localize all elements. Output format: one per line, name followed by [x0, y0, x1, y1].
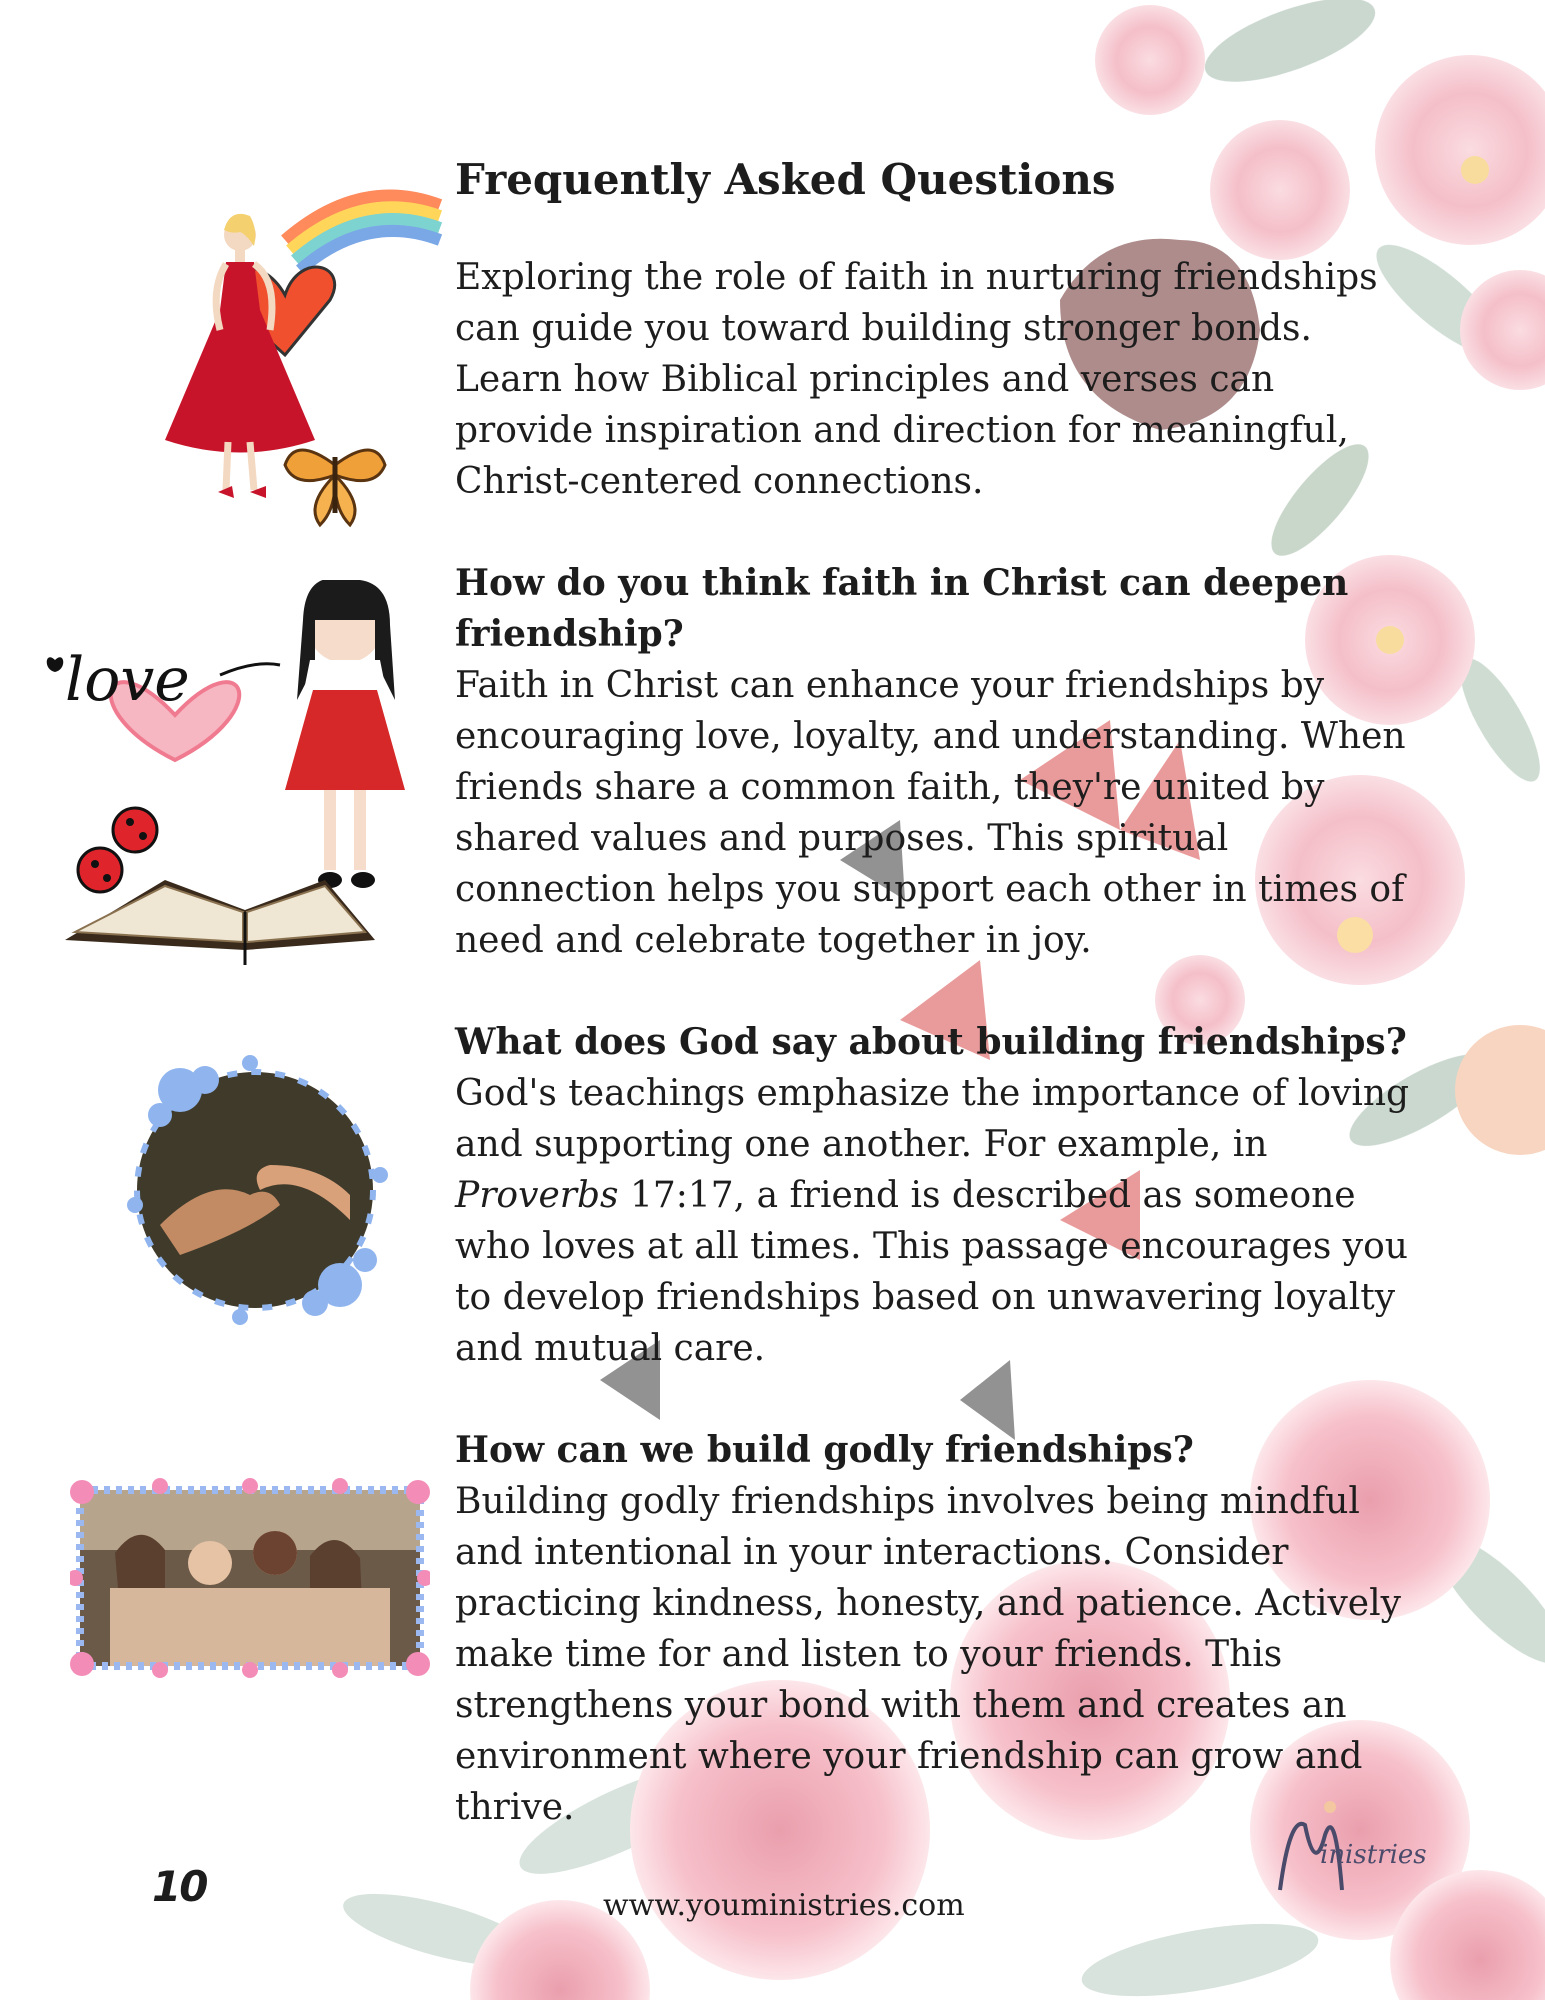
faq-question: What does God say about building friendships?	[455, 1021, 1407, 1063]
intro-paragraph: Exploring the role of faith in nurturing friendships can guide you toward building stronger bonds. Learn how Biblical principles and verses can provide inspiration and direction for meaningful, Christ-centered connections.	[455, 257, 1378, 502]
friends-photo-frame	[70, 1478, 430, 1678]
faq-item	[455, 1017, 1415, 1374]
love-girl-bible-illustration	[45, 580, 445, 980]
faq-answer: Building godly friendships involves being mindful and intentional in your interactions. Consider practicing kindness, honesty, and patience. Actively make time for and listen to your friends. This strengthens your bond with them and creates an environment where your friendship can grow and thrive.	[455, 1481, 1401, 1828]
ladybug-icon	[113, 808, 157, 852]
faq-answer-part: 17:17, a friend is described as someone who loves at all times. This passage encourages you to develop friendships based on unwavering loyalty and mutual care.	[455, 1175, 1408, 1369]
faq-item	[455, 558, 1415, 966]
faq-answer-part: God's teachings emphasize the importance of loving and supporting one another. For example, in	[455, 1073, 1410, 1165]
faq-answer: Faith in Christ can enhance your friendships by encouraging love, loyalty, and understanding. When friends share a common faith, they're united by shared values and purposes. This spiritual connection helps you support each other in times of need and celebrate together in joy.	[455, 665, 1406, 961]
open-bible-icon	[65, 880, 375, 965]
love-script-text: love	[65, 645, 190, 715]
faq-question: How can we build godly friendships?	[455, 1429, 1194, 1471]
scripture-reference: Proverbs	[455, 1175, 619, 1216]
butterfly-icon	[285, 450, 385, 525]
faq-answer	[455, 1068, 1415, 1374]
ladybug-icon	[78, 848, 122, 892]
page-number: 10	[152, 1862, 207, 1911]
woman-red-dress-illustration	[150, 180, 450, 530]
footer-url-link[interactable]: www.youministries.com	[603, 1888, 965, 1923]
faq-content	[455, 150, 1415, 1884]
page-title: Frequently Asked Questions	[455, 155, 1116, 204]
faq-question: How do you think faith in Christ can deepen friendship?	[455, 562, 1349, 655]
pinky-promise-circle-image	[120, 1055, 390, 1325]
logo-text: inistries	[1320, 1840, 1427, 1870]
faq-item	[455, 1425, 1415, 1833]
